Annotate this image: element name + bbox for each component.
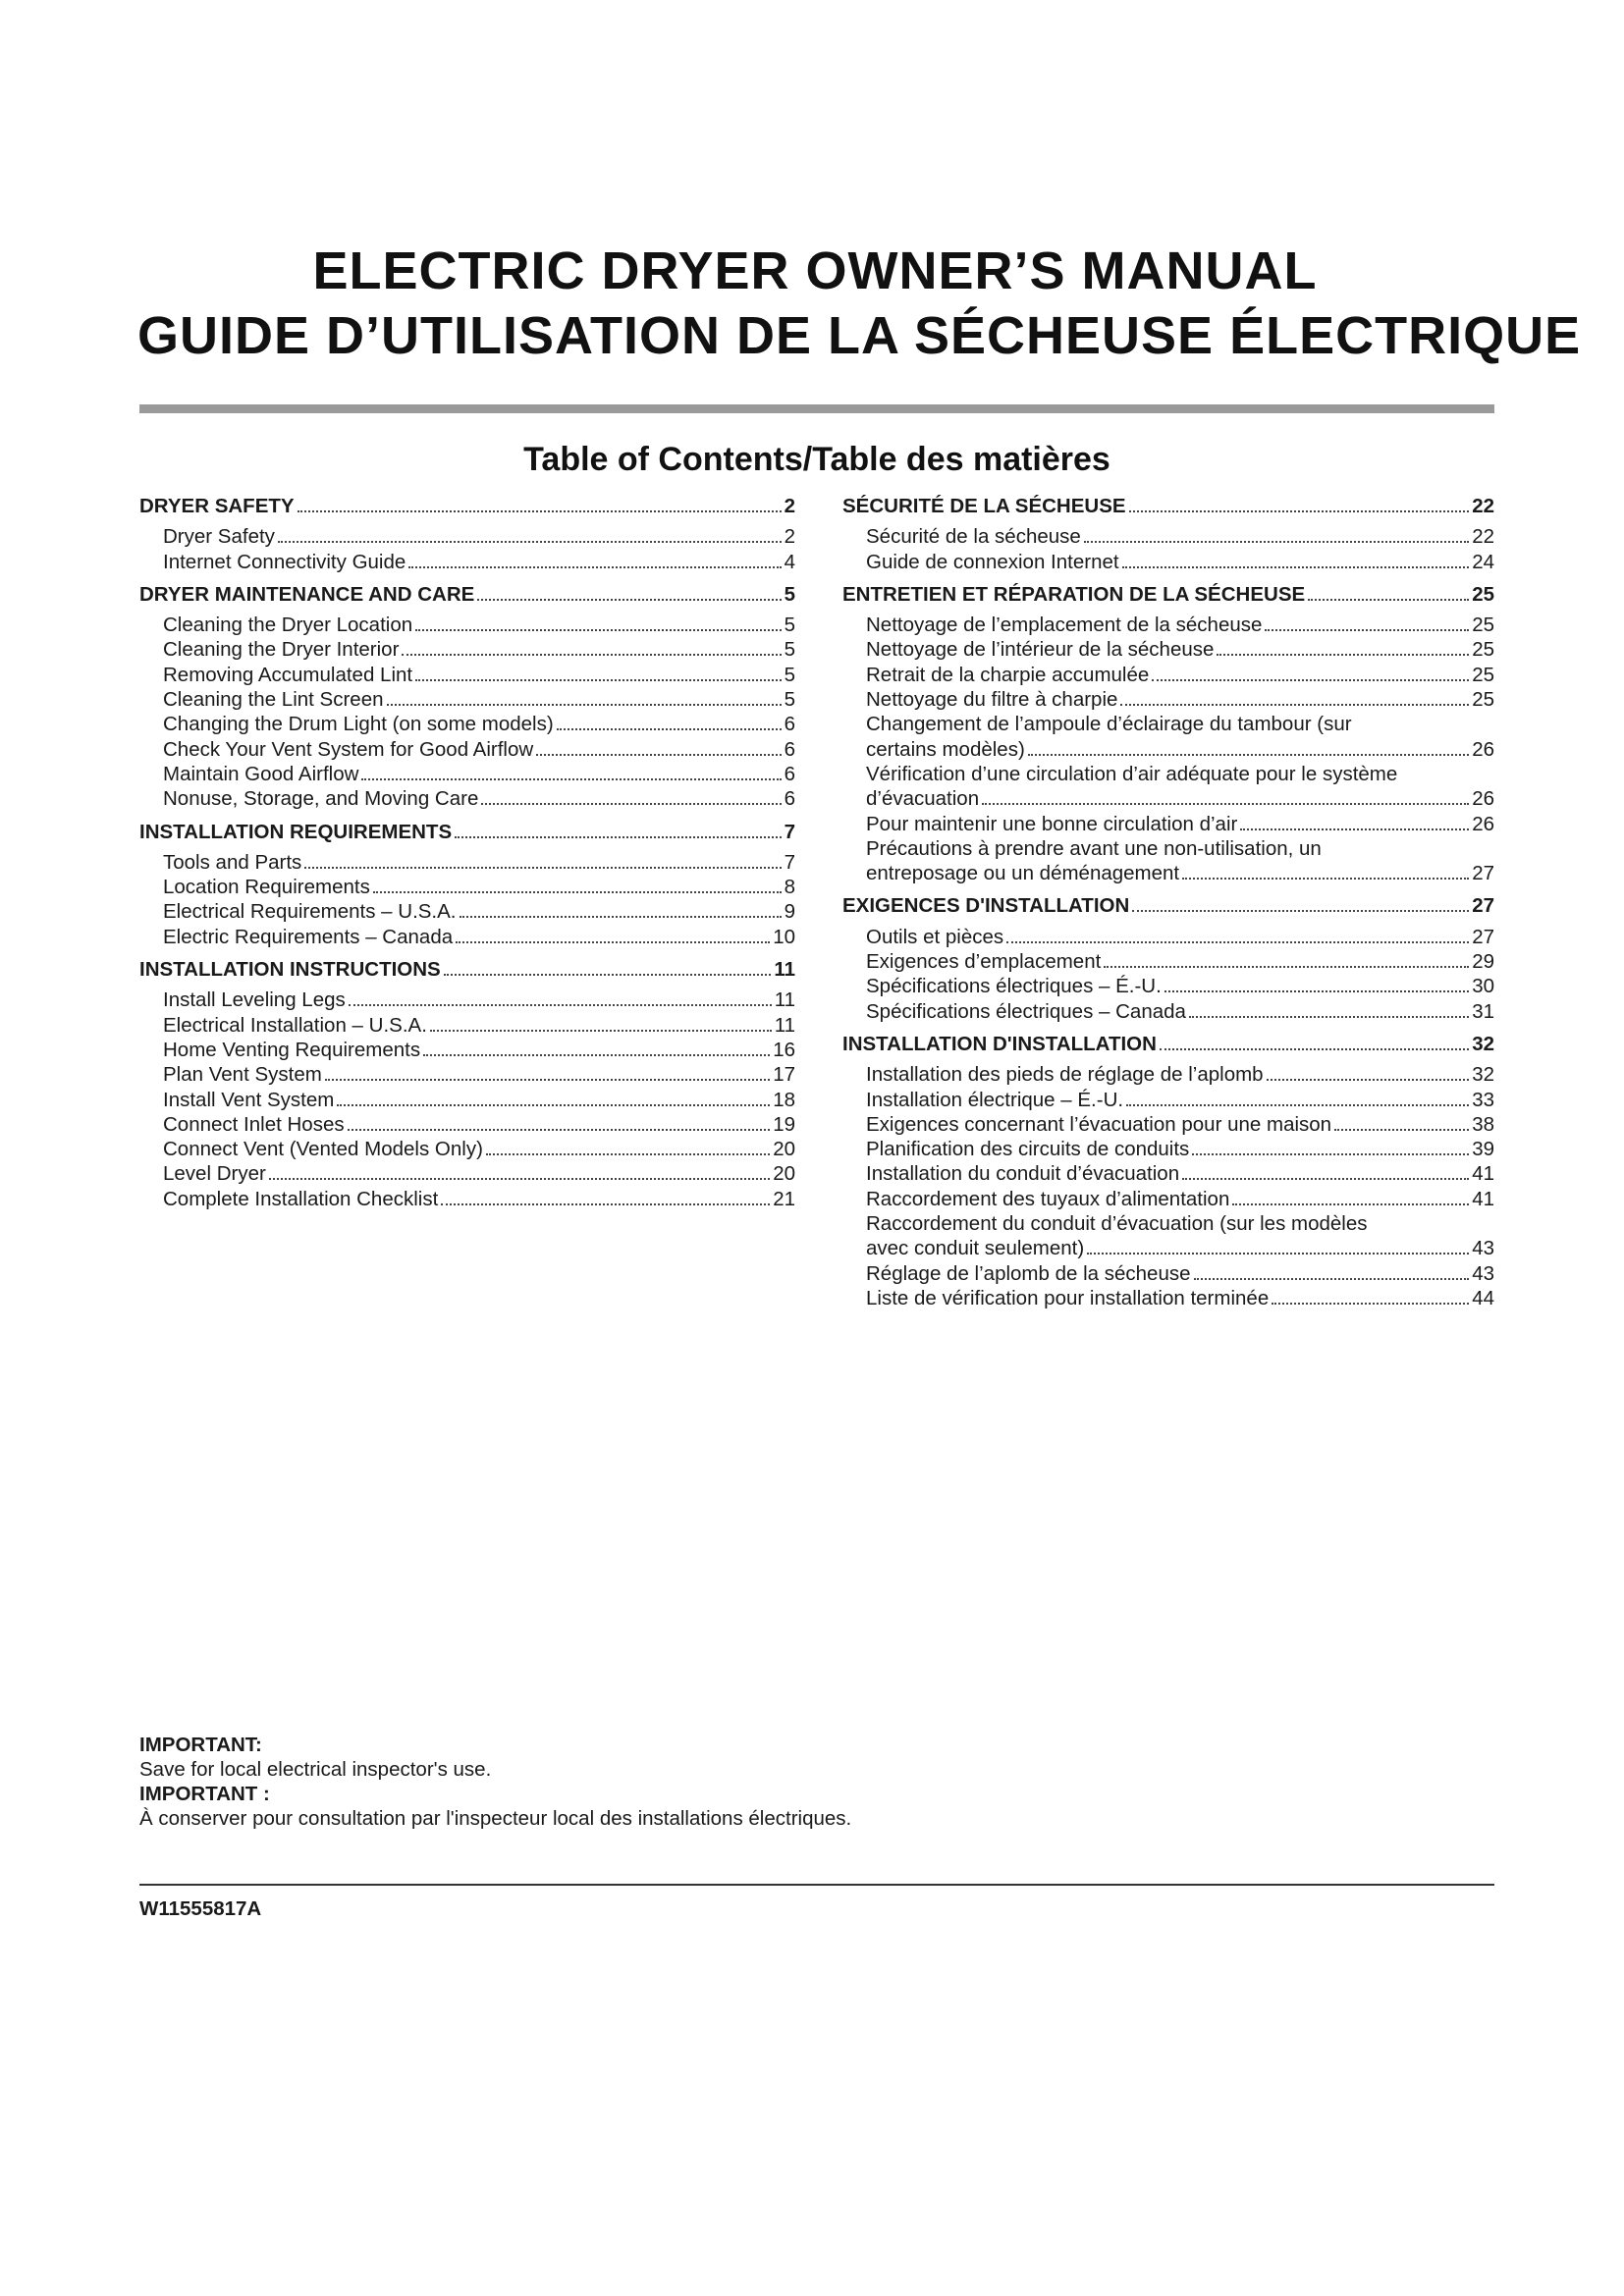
toc-entry[interactable] <box>842 812 1494 836</box>
toc-entry-leader <box>1217 654 1469 656</box>
toc-entry-page: 30 <box>1472 975 1494 998</box>
toc-entry[interactable] <box>139 1062 795 1087</box>
toc-section <box>139 820 795 949</box>
toc-entry[interactable] <box>139 786 795 811</box>
toc-section <box>842 582 1494 886</box>
toc-entry-leader <box>361 778 781 780</box>
toc-entry-label: Outils et pièces <box>866 925 1004 948</box>
toc-entry[interactable] <box>842 687 1494 712</box>
toc-entry-page: 25 <box>1472 663 1494 686</box>
toc-section-heading-label: SÉCURITÉ DE LA SÉCHEUSE <box>842 495 1126 517</box>
toc-entry-leader <box>387 704 782 706</box>
toc-entry-label: Spécifications électriques – Canada <box>866 999 1186 1023</box>
toc-entry[interactable] <box>139 762 795 786</box>
toc-entry-label: Electrical Installation – U.S.A. <box>163 1013 427 1037</box>
document-code: W11555817A <box>139 1897 262 1920</box>
important-text-fr: À conserver pour consultation par l'inspecteur local des installations électriques. <box>139 1807 852 1830</box>
important-text-en: Save for local electrical inspector's use. <box>139 1758 492 1781</box>
title-english: ELECTRIC DRYER OWNER’S MANUAL <box>312 241 1318 300</box>
toc-section-heading-leader <box>1132 910 1469 912</box>
toc-entry-page: 18 <box>773 1088 795 1111</box>
toc-entry-page: 26 <box>1472 787 1494 811</box>
toc-entry-leader <box>408 566 781 568</box>
toc-section <box>139 582 795 812</box>
toc-entry-label: Liste de vérification pour installation terminée <box>866 1286 1270 1309</box>
toc-section <box>842 1032 1494 1310</box>
toc-entry[interactable] <box>139 1137 795 1161</box>
toc-entry-page: 38 <box>1472 1112 1494 1136</box>
toc-entry-page: 6 <box>784 737 795 761</box>
toc-entry-label: Exigences d’emplacement <box>866 950 1102 974</box>
toc-entry-page: 5 <box>784 688 795 712</box>
toc-section-heading-leader <box>1308 599 1469 601</box>
toc-entry-label: Changing the Drum Light (on some models) <box>163 713 554 736</box>
toc-section-heading-leader <box>477 599 781 601</box>
toc-entry-leader <box>1240 828 1469 830</box>
toc-entry-leader <box>1194 1278 1470 1280</box>
toc-entry-leader <box>1152 679 1469 681</box>
toc-entry[interactable] <box>842 1236 1494 1260</box>
toc-entry[interactable] <box>842 524 1494 549</box>
toc-entry-leader <box>1182 1178 1469 1180</box>
toc-heading: Table of Contents/Table des matières <box>523 441 1110 478</box>
toc-entry-page: 29 <box>1472 950 1494 974</box>
toc-section-heading-label: INSTALLATION INSTRUCTIONS <box>139 958 441 982</box>
toc-entry-leader <box>1122 566 1470 568</box>
toc-entry[interactable] <box>842 974 1494 998</box>
toc-entry-page: 20 <box>773 1162 795 1186</box>
toc-entry-page: 10 <box>773 925 795 948</box>
toc-entry-label: Maintain Good Airflow <box>163 762 359 785</box>
toc-entry-leader <box>415 679 781 681</box>
toc-entry-leader <box>337 1104 770 1106</box>
toc-entry[interactable] <box>139 1161 795 1186</box>
toc-entry-page: 43 <box>1472 1261 1494 1285</box>
toc-entry[interactable] <box>842 786 1494 811</box>
toc-entry-page: 25 <box>1472 688 1494 712</box>
toc-entry-page: 5 <box>784 663 795 686</box>
toc-entry-page: 5 <box>784 614 795 637</box>
toc-entry-label: Home Venting Requirements <box>163 1038 421 1061</box>
toc-entry-label: Install Vent System <box>163 1088 335 1111</box>
important-heading-en: IMPORTANT: <box>139 1734 262 1756</box>
toc-entry-leader <box>402 654 781 656</box>
toc-section-heading[interactable] <box>842 1032 1494 1056</box>
toc-entry-label: Cleaning the Dryer Interior <box>163 638 400 662</box>
toc-entry-leader <box>423 1054 770 1056</box>
toc-section-heading-page: 25 <box>1472 582 1494 606</box>
toc-english-column <box>139 494 795 1219</box>
toc-entry-leader <box>415 629 781 631</box>
toc-entry-label: Tools and Parts <box>163 850 302 874</box>
toc-section <box>139 494 795 574</box>
toc-entry[interactable] <box>842 1286 1494 1310</box>
manual-title <box>137 239 1582 368</box>
toc-entry-page: 26 <box>1472 812 1494 835</box>
toc-entry-page: 6 <box>784 713 795 736</box>
toc-entry-label: Nettoyage de l’intérieur de la sécheuse <box>866 638 1215 662</box>
toc-entry-label: Check Your Vent System for Good Airflow <box>163 737 534 761</box>
toc-entry-leader <box>1267 1079 1470 1081</box>
toc-entry[interactable] <box>842 1261 1494 1286</box>
toc-entry-label: Installation du conduit d’évacuation <box>866 1162 1180 1186</box>
toc-section-heading-page: 22 <box>1472 495 1494 517</box>
toc-section-heading[interactable] <box>139 582 795 607</box>
toc-section-heading-page: 7 <box>784 820 795 843</box>
toc-entry-leader <box>430 1030 772 1032</box>
toc-entry-label: Complete Installation Checklist <box>163 1187 439 1210</box>
toc-entry[interactable] <box>139 1038 795 1062</box>
toc-entry-leader <box>1164 990 1469 992</box>
important-heading-fr: IMPORTANT : <box>139 1783 270 1805</box>
toc-entry-label: Raccordement des tuyaux d’alimentation <box>866 1187 1230 1210</box>
toc-entry-label: Connect Inlet Hoses <box>163 1112 345 1136</box>
toc-entry-page: 6 <box>784 787 795 811</box>
toc-entry-label: Connect Vent (Vented Models Only) <box>163 1138 483 1161</box>
toc-entry[interactable] <box>842 925 1494 949</box>
toc-section-heading-label: INSTALLATION REQUIREMENTS <box>139 820 453 843</box>
toc-entry-page: 41 <box>1472 1162 1494 1186</box>
toc-entry-label: certains modèles) <box>866 737 1025 761</box>
toc-entry-page: 21 <box>773 1187 795 1210</box>
toc-entry-label: Spécifications électriques – É.-U. <box>866 975 1162 998</box>
toc-entry-leader <box>348 1129 771 1131</box>
toc-entry[interactable] <box>139 663 795 687</box>
toc-entry-label: Sécurité de la sécheuse <box>866 525 1081 549</box>
toc-entry[interactable] <box>139 925 795 949</box>
toc-entry[interactable] <box>842 1088 1494 1112</box>
toc-entry-page: 33 <box>1472 1088 1494 1111</box>
toc-section <box>139 957 795 1211</box>
toc-section-heading-page: 5 <box>784 582 795 606</box>
toc-entry-label: Exigences concernant l’évacuation pour une maison <box>866 1112 1332 1136</box>
toc-entry[interactable] <box>139 850 795 875</box>
toc-entry-label: Removing Accumulated Lint <box>163 663 413 686</box>
toc-entry-page: 44 <box>1472 1286 1494 1309</box>
toc-entry-page: 31 <box>1472 999 1494 1023</box>
toc-section-heading-page: 27 <box>1472 894 1494 918</box>
toc-entry-label: d’évacuation <box>866 787 980 811</box>
toc-section <box>842 494 1494 574</box>
toc-section-heading-page: 32 <box>1472 1032 1494 1055</box>
toc-entry-leader <box>481 803 781 805</box>
toc-entry[interactable] <box>139 550 795 574</box>
toc-entry[interactable] <box>139 1187 795 1211</box>
toc-entry-page: 39 <box>1472 1138 1494 1161</box>
toc-entry[interactable] <box>139 899 795 924</box>
title-divider <box>139 404 1494 413</box>
toc-entry-page: 2 <box>784 525 795 549</box>
toc-entry-page: 41 <box>1472 1187 1494 1210</box>
toc-entry-page: 8 <box>784 876 795 899</box>
toc-entry-page: 26 <box>1472 737 1494 761</box>
toc-entry-label: Réglage de l’aplomb de la sécheuse <box>866 1261 1191 1285</box>
toc-entry-leader <box>982 803 1469 805</box>
toc-entry-page: 11 <box>774 988 795 1012</box>
toc-french-column <box>842 494 1494 1318</box>
toc-entry[interactable] <box>842 1062 1494 1087</box>
toc-entry-leader <box>1006 941 1469 943</box>
toc-entry[interactable] <box>139 737 795 762</box>
toc-entry[interactable] <box>842 613 1494 637</box>
toc-section <box>842 893 1494 1023</box>
toc-section-heading-label: DRYER SAFETY <box>139 495 295 517</box>
toc-entry-page: 7 <box>784 850 795 874</box>
toc-entry-label: Dryer Safety <box>163 525 275 549</box>
toc-entry-label: Guide de connexion Internet <box>866 550 1119 573</box>
toc-entry-page: 32 <box>1472 1063 1494 1087</box>
toc-entry-line1[interactable]: Vérification d’une circulation d’air adéquate pour le système <box>866 762 1398 785</box>
toc-entry-label: avec conduit seulement) <box>866 1237 1085 1260</box>
toc-entry[interactable] <box>139 712 795 736</box>
toc-section-heading-label: EXIGENCES D'INSTALLATION <box>842 894 1130 918</box>
toc-section-heading-page: 2 <box>784 495 795 517</box>
toc-entry-page: 25 <box>1472 614 1494 637</box>
toc-entry-label: Install Leveling Legs <box>163 988 346 1012</box>
toc-entry-leader <box>269 1178 770 1180</box>
toc-entry[interactable] <box>139 687 795 712</box>
toc-entry[interactable] <box>842 550 1494 574</box>
toc-entry-leader <box>1265 629 1469 631</box>
toc-entry-leader <box>304 867 781 869</box>
toc-section-heading-leader <box>455 836 781 838</box>
toc-entry[interactable] <box>842 637 1494 662</box>
toc-entry-leader <box>1126 1104 1469 1106</box>
toc-section-heading-leader <box>1129 510 1470 512</box>
toc-entry-leader <box>349 1004 772 1006</box>
title-french: GUIDE D’UTILISATION DE LA SÉCHEUSE ÉLECTRIQUE <box>137 306 1582 365</box>
toc-entry-leader <box>1028 754 1469 756</box>
toc-entry-leader <box>1192 1153 1469 1155</box>
toc-entry-label: Nonuse, Storage, and Moving Care <box>163 787 479 811</box>
toc-entry-line1[interactable]: Précautions à prendre avant une non-utilisation, un <box>866 836 1322 860</box>
toc-entry-leader <box>1232 1203 1469 1205</box>
toc-section-heading-label: ENTRETIEN ET RÉPARATION DE LA SÉCHEUSE <box>842 582 1306 606</box>
toc-section-heading-leader <box>298 510 782 512</box>
toc-entry[interactable] <box>139 524 795 549</box>
toc-entry-label: Nettoyage du filtre à charpie <box>866 688 1118 712</box>
toc-entry[interactable] <box>139 1112 795 1137</box>
toc-entry-page: 16 <box>773 1038 795 1061</box>
toc-entry-page: 19 <box>773 1112 795 1136</box>
toc-entry[interactable] <box>139 637 795 662</box>
toc-entry[interactable] <box>139 988 795 1012</box>
toc-entry[interactable] <box>842 1137 1494 1161</box>
toc-entry-leader <box>486 1153 770 1155</box>
toc-section-heading-label: INSTALLATION D'INSTALLATION <box>842 1032 1157 1055</box>
toc-entry[interactable] <box>842 861 1494 885</box>
toc-entry-page: 22 <box>1472 525 1494 549</box>
toc-entry-label: Electrical Requirements – U.S.A. <box>163 900 457 924</box>
toc-entry-label: Location Requirements <box>163 876 370 899</box>
toc-section-heading-label: DRYER MAINTENANCE AND CARE <box>139 582 475 606</box>
toc-entry[interactable] <box>139 613 795 637</box>
toc-entry[interactable] <box>842 1112 1494 1137</box>
toc-entry-label: Cleaning the Dryer Location <box>163 614 413 637</box>
toc-entry-label: Plan Vent System <box>163 1063 322 1087</box>
toc-entry-label: Cleaning the Lint Screen <box>163 688 384 712</box>
toc-entry-line1[interactable]: Raccordement du conduit d’évacuation (sur les modèles <box>866 1212 1368 1236</box>
toc-entry-leader <box>325 1079 770 1081</box>
toc-entry-page: 17 <box>773 1063 795 1087</box>
toc-entry-label: entreposage ou un déménagement <box>866 862 1180 885</box>
toc-entry-leader <box>278 541 782 543</box>
toc-entry-page: 43 <box>1472 1237 1494 1260</box>
toc-entry-page: 20 <box>773 1138 795 1161</box>
toc-entry-label: Internet Connectivity Guide <box>163 550 406 573</box>
toc-entry-page: 24 <box>1472 550 1494 573</box>
toc-entry-leader <box>536 754 781 756</box>
toc-section-heading-leader <box>1160 1048 1469 1050</box>
toc-entry[interactable] <box>842 1187 1494 1211</box>
toc-section-heading[interactable] <box>139 957 795 982</box>
toc-entry[interactable] <box>139 1013 795 1038</box>
toc-entry-label: Electric Requirements – Canada <box>163 925 454 948</box>
toc-entry-label: Planification des circuits de conduits <box>866 1138 1190 1161</box>
toc-section-heading-leader <box>444 974 772 976</box>
toc-section-heading[interactable] <box>842 582 1494 607</box>
toc-entry-leader <box>1189 1016 1469 1018</box>
toc-section-heading-page: 11 <box>774 958 795 982</box>
toc-entry-leader <box>557 728 782 730</box>
toc-entry-leader <box>456 941 770 943</box>
toc-entry-leader <box>1120 704 1469 706</box>
toc-entry-page: 27 <box>1472 862 1494 885</box>
toc-entry-page: 5 <box>784 638 795 662</box>
toc-entry-label: Installation des pieds de réglage de l’aplomb <box>866 1063 1264 1087</box>
toc-entry-leader <box>460 916 782 918</box>
toc-section-heading[interactable] <box>139 820 795 844</box>
toc-entry-line1[interactable]: Changement de l’ampoule d’éclairage du tambour (sur <box>866 713 1352 736</box>
toc-entry-leader <box>1272 1303 1469 1305</box>
toc-entry[interactable] <box>842 999 1494 1024</box>
toc-entry-page: 6 <box>784 762 795 785</box>
toc-entry-label: Pour maintenir une bonne circulation d’air <box>866 812 1238 835</box>
toc-entry[interactable] <box>842 949 1494 974</box>
toc-entry-leader <box>1182 878 1469 880</box>
toc-entry-leader <box>1104 966 1469 968</box>
toc-section-heading[interactable] <box>139 494 795 518</box>
toc-entry-leader <box>373 891 782 893</box>
toc-entry[interactable] <box>139 875 795 899</box>
toc-entry-leader <box>1084 541 1469 543</box>
toc-entry-page: 11 <box>774 1013 795 1037</box>
toc-entry[interactable] <box>139 1088 795 1112</box>
toc-entry-page: 9 <box>784 900 795 924</box>
toc-entry-leader <box>441 1203 770 1205</box>
toc-entry-label: Level Dryer <box>163 1162 266 1186</box>
toc-entry[interactable] <box>842 663 1494 687</box>
toc-section-heading[interactable] <box>842 494 1494 518</box>
toc-entry[interactable] <box>842 737 1494 762</box>
toc-entry-leader <box>1087 1253 1469 1255</box>
toc-entry-leader <box>1334 1129 1469 1131</box>
toc-entry-label: Retrait de la charpie accumulée <box>866 663 1150 686</box>
toc-section-heading[interactable] <box>842 893 1494 918</box>
footer-divider <box>139 1884 1494 1886</box>
toc-entry-page: 27 <box>1472 925 1494 948</box>
toc-entry-label: Nettoyage de l’emplacement de la sécheuse <box>866 614 1263 637</box>
important-notice <box>139 1733 1494 1831</box>
toc-entry-label: Installation électrique – É.-U. <box>866 1088 1124 1111</box>
toc-entry-page: 25 <box>1472 638 1494 662</box>
toc-entry[interactable] <box>842 1161 1494 1186</box>
toc-entry-page: 4 <box>784 550 795 573</box>
